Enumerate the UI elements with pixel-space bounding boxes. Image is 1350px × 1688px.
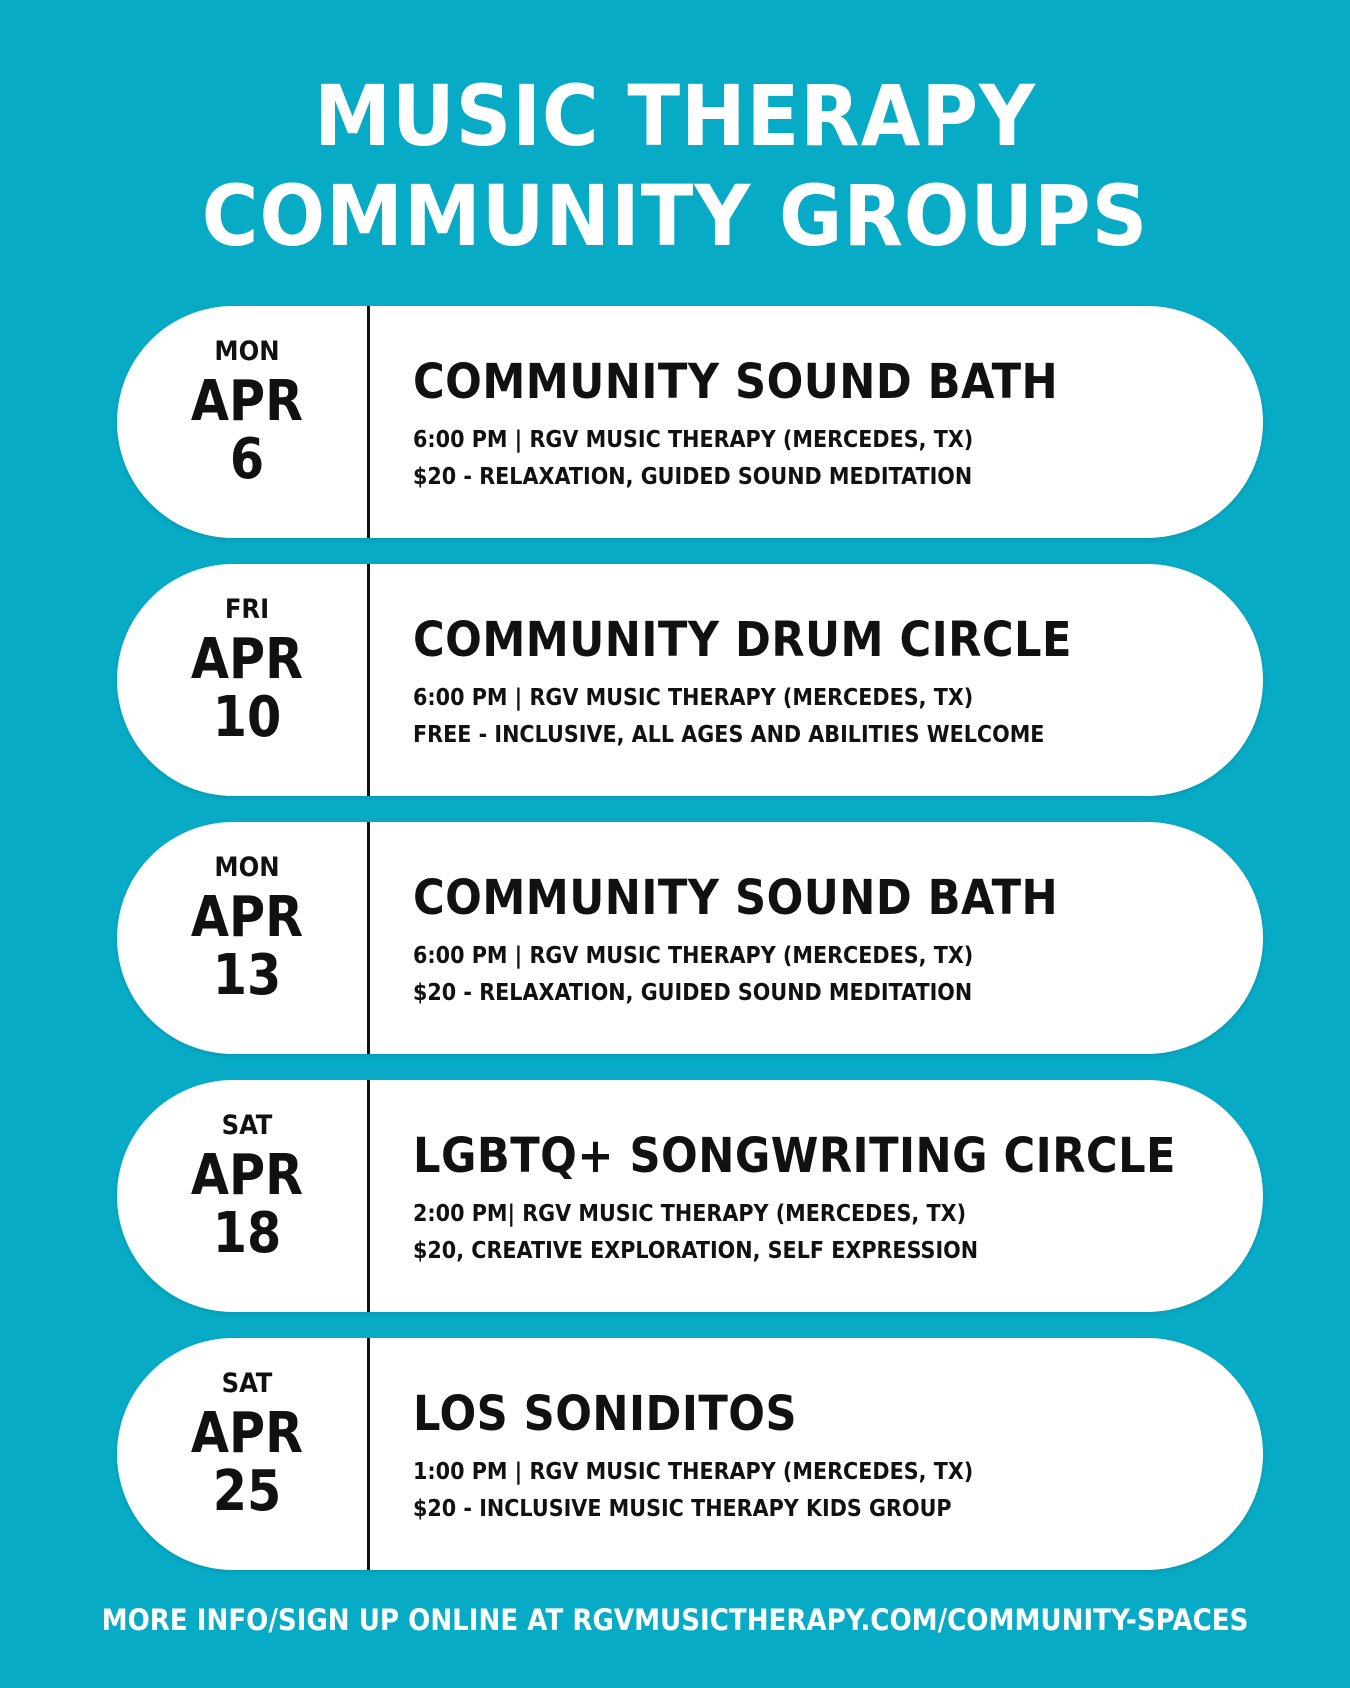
event-divider — [367, 564, 370, 796]
event-month: APR — [190, 627, 304, 692]
event-date — [117, 1338, 367, 1570]
event-day-of-week: FRI — [224, 594, 270, 625]
signup-info-link[interactable]: MORE INFO/SIGN UP ONLINE AT RGVMUSICTHERAPY.COM/COMMUNITY-SPACES — [101, 1603, 1249, 1637]
event-date — [117, 564, 367, 796]
event-price-description: $20 - RELAXATION, GUIDED SOUND MEDITATION — [413, 464, 973, 490]
event-day: 6 — [229, 427, 265, 492]
event-title: LOS SONIDITOS — [413, 1386, 798, 1442]
event-month: APR — [190, 1401, 304, 1466]
event-price-description: $20, CREATIVE EXPLORATION, SELF EXPRESSION — [413, 1238, 979, 1264]
event-divider — [367, 1080, 370, 1312]
event-date — [117, 306, 367, 538]
event-card — [117, 1080, 1263, 1312]
event-day: 10 — [212, 685, 282, 750]
event-divider — [367, 1338, 370, 1570]
event-details — [413, 354, 1233, 496]
event-details — [413, 612, 1233, 754]
event-details — [413, 1386, 1233, 1528]
event-details — [413, 870, 1233, 1012]
event-month: APR — [190, 369, 304, 434]
event-price-description: $20 - RELAXATION, GUIDED SOUND MEDITATION — [413, 980, 973, 1006]
event-card — [117, 1338, 1263, 1570]
event-card — [117, 306, 1263, 538]
event-price-description: $20 - INCLUSIVE MUSIC THERAPY KIDS GROUP — [413, 1496, 952, 1522]
page-title-line-2: COMMUNITY GROUPS — [201, 167, 1149, 265]
event-card — [117, 564, 1263, 796]
event-day: 18 — [212, 1201, 282, 1266]
page-title-line-1: MUSIC THERAPY — [314, 67, 1036, 165]
event-day-of-week: SAT — [221, 1368, 273, 1399]
event-card — [117, 822, 1263, 1054]
event-title: COMMUNITY SOUND BATH — [413, 870, 1059, 926]
event-date — [117, 1080, 367, 1312]
event-month: APR — [190, 1143, 304, 1208]
event-time-location: 2:00 PM| RGV MUSIC THERAPY (MERCEDES, TX) — [413, 1201, 967, 1227]
event-list — [117, 306, 1263, 1596]
event-day: 13 — [212, 943, 282, 1008]
event-title: COMMUNITY SOUND BATH — [413, 354, 1059, 410]
event-divider — [367, 306, 370, 538]
event-details — [413, 1128, 1233, 1270]
event-day: 25 — [212, 1459, 282, 1524]
event-day-of-week: SAT — [221, 1110, 273, 1141]
event-day-of-week: MON — [214, 852, 280, 883]
event-month: APR — [190, 885, 304, 950]
event-date — [117, 822, 367, 1054]
event-time-location: 1:00 PM | RGV MUSIC THERAPY (MERCEDES, TX) — [413, 1459, 974, 1485]
event-day-of-week: MON — [214, 336, 280, 367]
event-time-location: 6:00 PM | RGV MUSIC THERAPY (MERCEDES, TX) — [413, 685, 974, 711]
event-title: LGBTQ+ SONGWRITING CIRCLE — [413, 1128, 1177, 1184]
event-price-description: FREE - INCLUSIVE, ALL AGES AND ABILITIES WELCOME — [413, 722, 1045, 748]
event-title: COMMUNITY DRUM CIRCLE — [413, 612, 1072, 668]
event-divider — [367, 822, 370, 1054]
event-time-location: 6:00 PM | RGV MUSIC THERAPY (MERCEDES, TX) — [413, 427, 974, 453]
event-time-location: 6:00 PM | RGV MUSIC THERAPY (MERCEDES, TX) — [413, 943, 974, 969]
